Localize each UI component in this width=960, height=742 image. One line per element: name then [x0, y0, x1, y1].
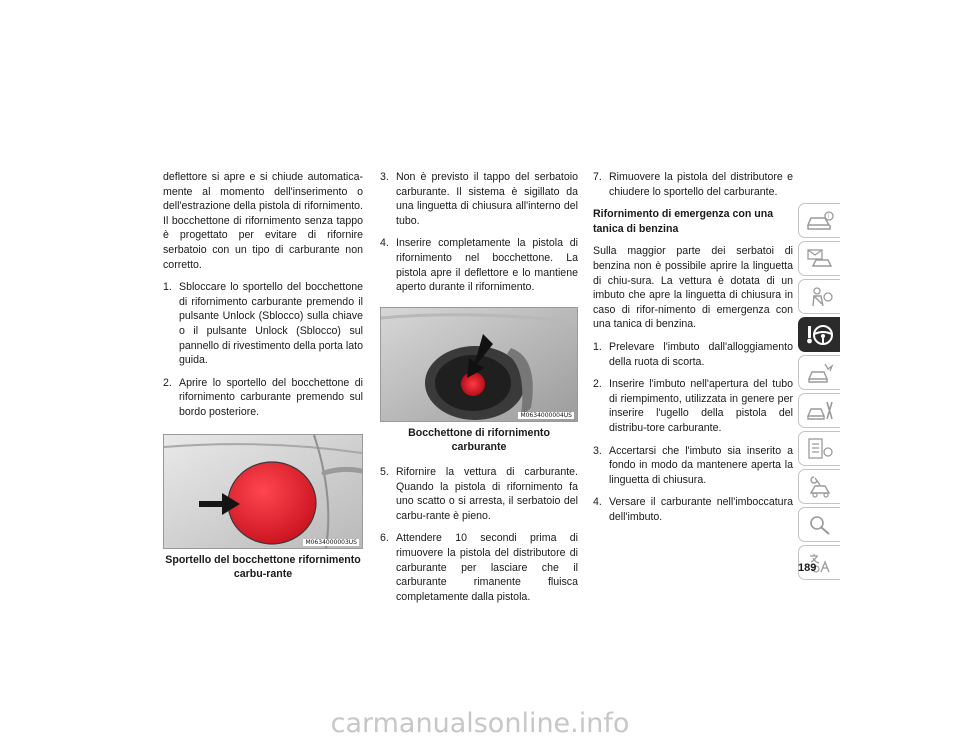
step-text: Attendere 10 secondi prima di rimuovere la pistola del distributore di carburante per lasciare che il carburante rimanente fluisca completamente dalla pistola.	[396, 532, 578, 603]
step-number: 2.	[163, 376, 172, 389]
step-1	[163, 280, 363, 368]
emergency-step-1	[593, 340, 793, 369]
watermark: carmanualsonline.info	[330, 707, 630, 739]
tab-car-info[interactable]	[798, 203, 840, 238]
step-number: 4.	[593, 496, 602, 509]
seatbelt-airbag-icon	[805, 285, 835, 309]
step-number: 1.	[163, 281, 172, 294]
step-2	[163, 376, 363, 420]
tab-magnifier[interactable]	[798, 507, 840, 542]
step-number: 2.	[593, 378, 602, 391]
step-number: 4.	[380, 237, 389, 250]
step-text: Sbloccare lo sportello del bocchettone di rifornimento carburante premendo il pulsante Unlock (Sblocco) sulla chiave o il pulsante Unlock (Sblocco) sul pannello di rivestimento della porta lato guida.	[179, 281, 363, 367]
step-text: Accertarsi che l'imbuto sia inserito a fondo in modo da mantenere aperta la linguetta di chiusura.	[609, 444, 793, 486]
step-number: 3.	[593, 444, 602, 457]
fuel-door-photo	[163, 434, 363, 549]
car-tools-icon	[805, 399, 835, 423]
step-number: 5.	[380, 465, 389, 478]
wrench-car-icon	[805, 475, 835, 499]
filler-neck-photo	[380, 307, 578, 422]
figure-code: M0634000003US	[305, 538, 357, 546]
fuel-door-illustration	[164, 435, 362, 548]
emergency-step-3	[593, 444, 793, 488]
column-middle	[380, 170, 578, 612]
emergency-step-2	[593, 377, 793, 435]
tab-car-crash[interactable]	[798, 355, 840, 390]
step-text: Rimuovere la pistola del distributore e chiudere lo sportello del carburante.	[609, 171, 793, 198]
step-text: Versare il carburante nell'imboccatura dell'imbuto.	[609, 496, 793, 523]
step-text: Rifornire la vettura di carburante. Quando la pistola di rifornimento fa uno scatto o si arresta, il serbatoio del carbu-rante è pieno.	[396, 465, 578, 522]
step-number: 3.	[380, 171, 389, 183]
section-heading: Rifornimento di emergenza con una tanica di benzina	[593, 208, 774, 235]
step-text: Aprire lo sportello del bocchettone di rifornimento carburante premendo sul bordo posteriore.	[179, 376, 363, 418]
tab-steering-wheel[interactable]	[798, 317, 840, 352]
tab-wrench-car[interactable]	[798, 469, 840, 504]
figure-code: M0634000004US	[520, 411, 572, 419]
magnifier-icon	[805, 513, 835, 537]
page-number: 189	[798, 562, 817, 574]
step-5	[380, 465, 578, 523]
svg-text:i: i	[827, 212, 829, 220]
step-text: Inserire l'imbuto nell'apertura del tubo di riempimento, utilizzata in genere per inserire l'ugello della pistola del distribu-tore carburante.	[609, 378, 793, 434]
tab-checklist[interactable]	[798, 431, 840, 466]
tab-seatbelt-airbag[interactable]	[798, 279, 840, 314]
filler-neck-illustration	[381, 308, 577, 421]
step-number: 1.	[593, 340, 602, 353]
step-number: 7.	[593, 171, 602, 183]
column-left	[163, 170, 363, 592]
figure-caption: Sportello del bocchettone rifornimento carbu-rante	[165, 553, 361, 581]
car-message-icon	[805, 247, 835, 271]
step-6	[380, 531, 578, 604]
step-text: Inserire completamente la pistola di rifornimento nel bocchettone. La pistola apre il deflettore e lo mantiene aperto durante il rifornimento.	[396, 237, 578, 294]
column-right	[593, 170, 793, 532]
section-paragraph: Sulla maggior parte dei serbatoi di benzina non è possibile aprire la linguetta di chiu-sura. La vettura è dotata di un imbuto che apre la linguetta di chiusura in caso di rifor-nimento di emergenza con una tanica di benzina.	[593, 245, 793, 331]
checklist-icon	[805, 437, 835, 461]
car-info-icon	[805, 209, 835, 233]
steering-wheel-icon	[805, 322, 835, 348]
step-7	[593, 170, 793, 199]
step-text: Non è previsto il tappo del serbatoio carburante. Il sistema è sigillato da una linguetta di chiusura all'interno del tubo.	[396, 171, 578, 227]
intro-paragraph: deflettore si apre e si chiude automatica-mente al momento dell'inserimento o dell'estrazione della pistola di rifornimento. Il bocchettone di rifornimento senza tappo è progettato per evitare di rifornire serbatoio con un tipo di carburante non corretto.	[163, 171, 363, 271]
step-text: Prelevare l'imbuto dall'alloggiamento della ruota di scorta.	[609, 340, 793, 368]
step-4	[380, 236, 578, 294]
step-3	[380, 170, 578, 228]
step-number: 6.	[380, 532, 389, 545]
tab-car-tools[interactable]	[798, 393, 840, 428]
tab-car-message[interactable]	[798, 241, 840, 276]
car-crash-icon	[805, 361, 835, 385]
chapter-tabs	[798, 203, 842, 583]
emergency-step-4	[593, 495, 793, 524]
figure-caption: Bocchettone di rifornimento carburante	[408, 426, 550, 454]
